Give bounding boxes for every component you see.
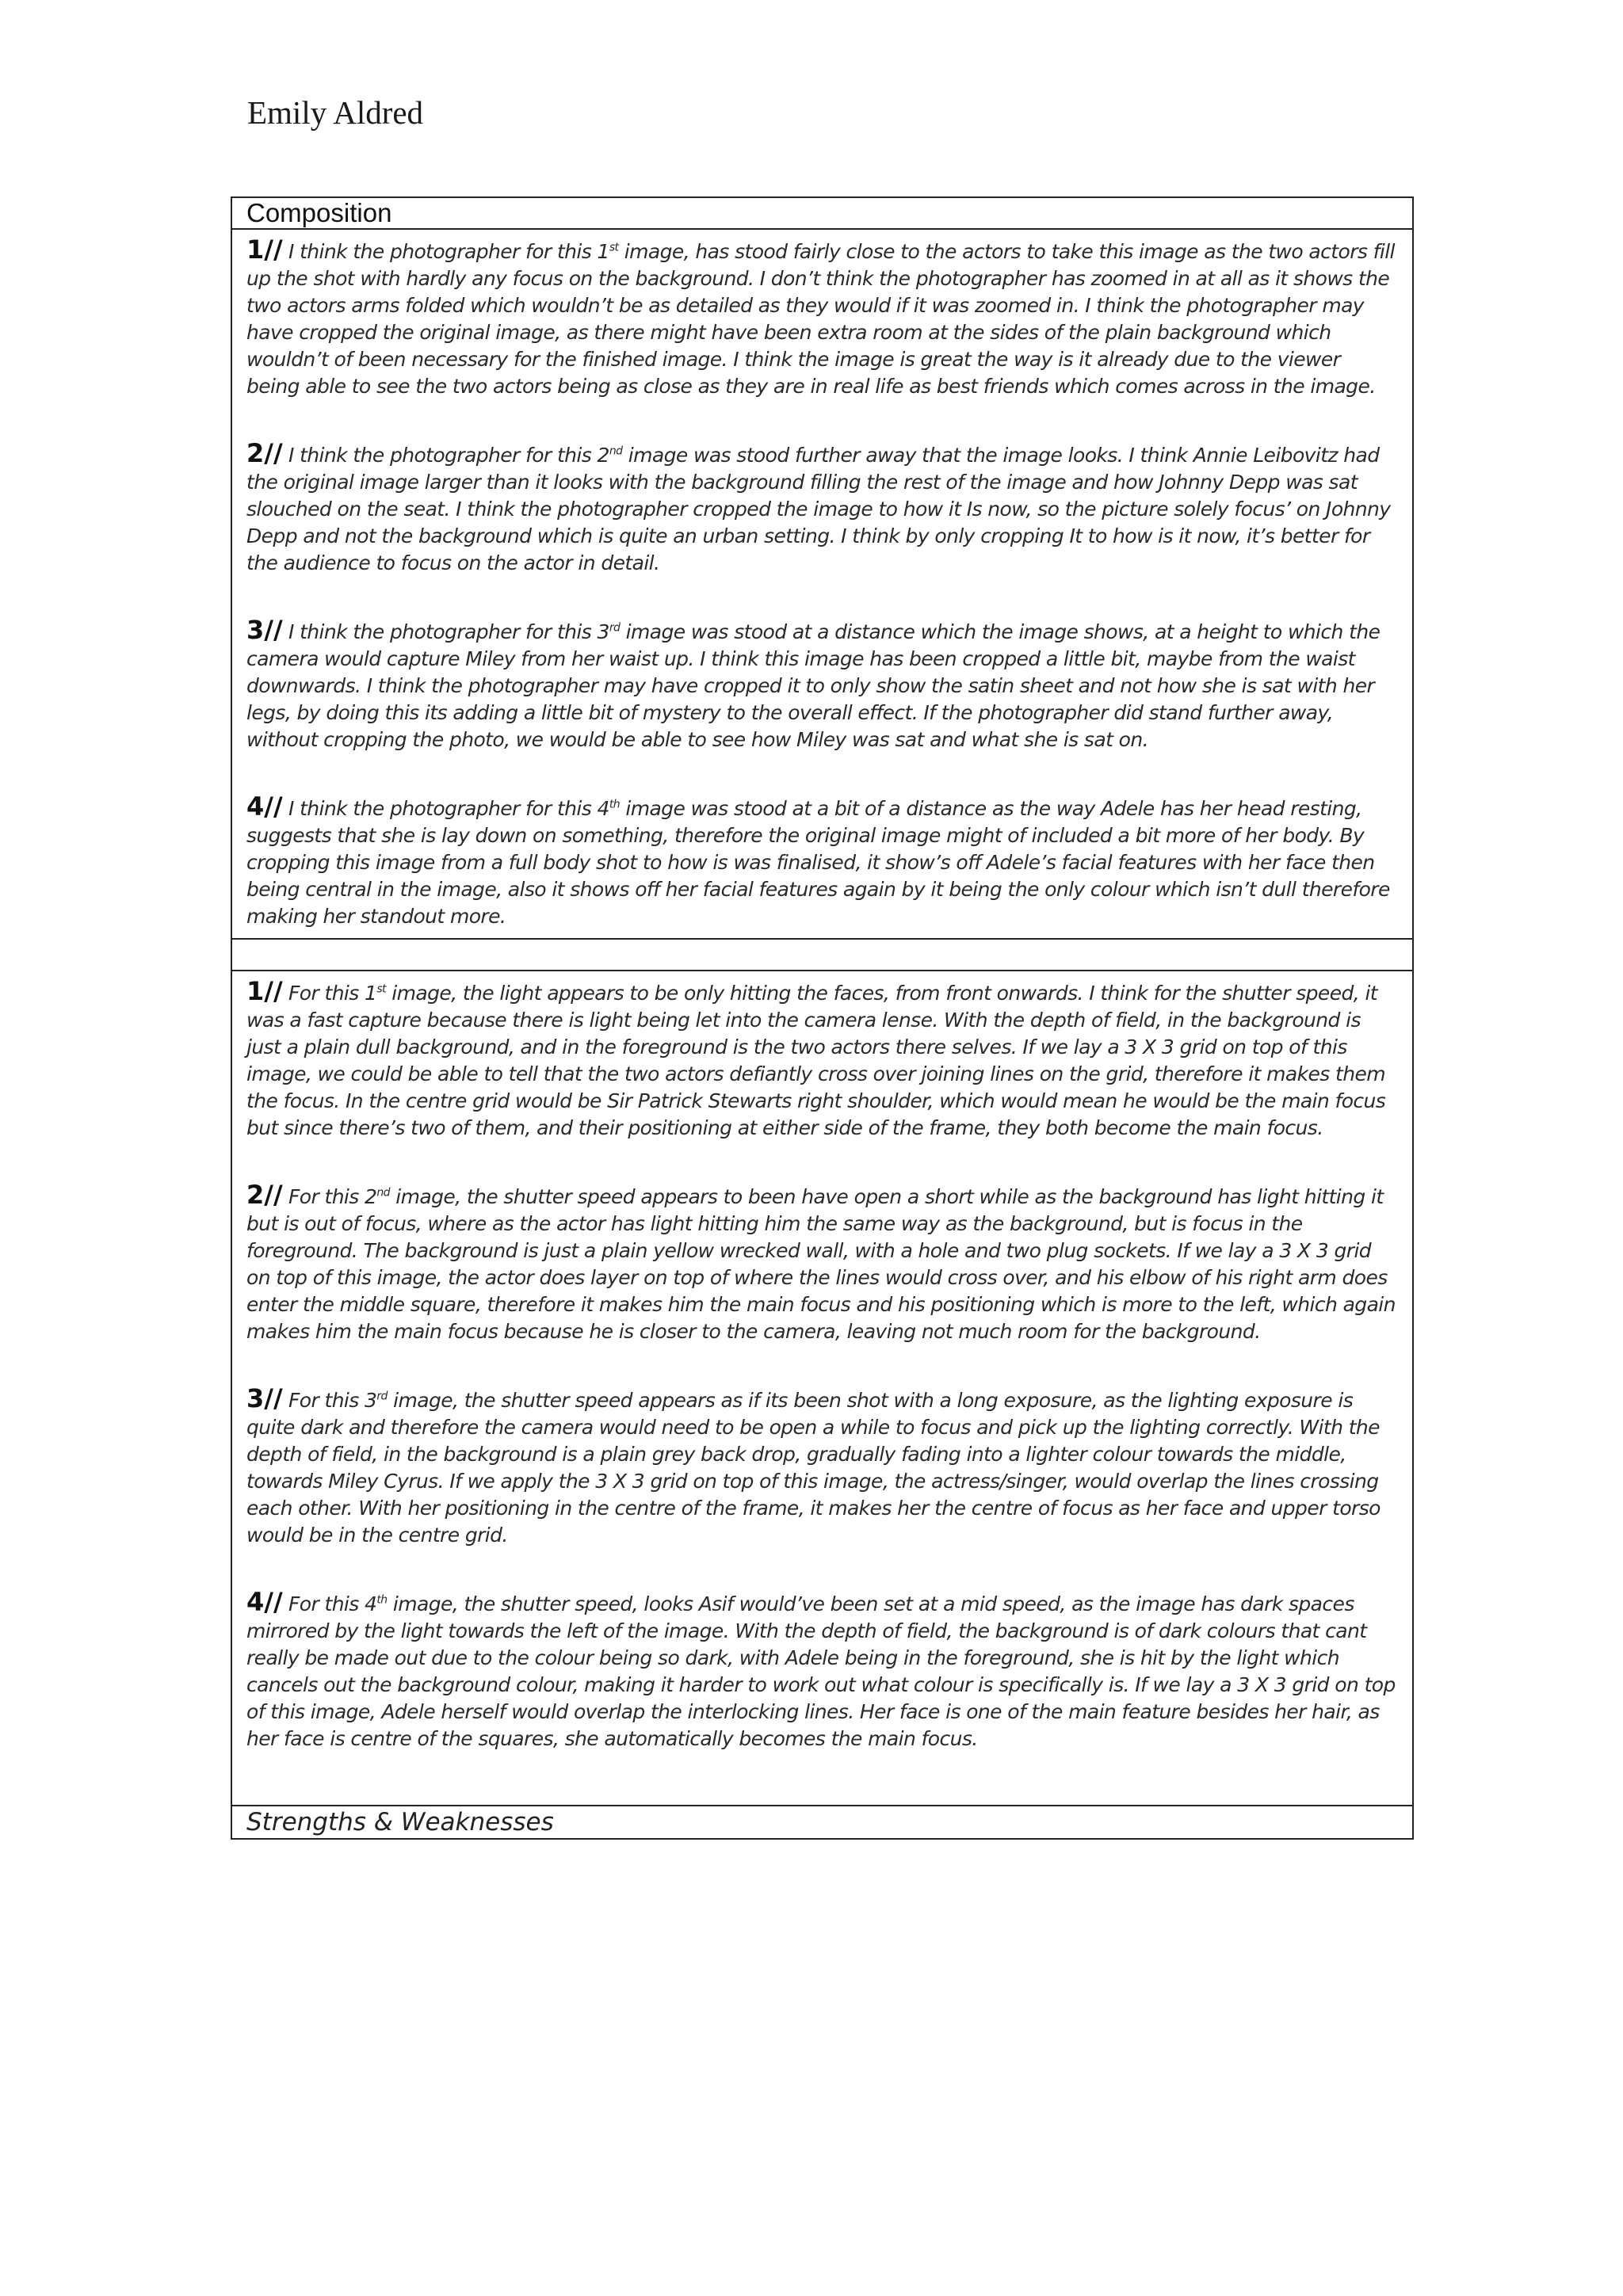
paragraph-number: 4// [246, 791, 283, 822]
essay-table [231, 196, 1414, 1840]
paragraph-number: 4// [246, 1587, 283, 1617]
lighting-body [232, 971, 1412, 1805]
composition-paragraph-4: 4// I think the photographer for this 4th image was stood at a bit of a distance as the way Adele has her head resting, suggests that she is lay down on something, therefore the original image might of included a bit more of her body. By cropping this image from a full body shot to how is was finalised, it show’s off Adele’s facial features with her face then being central in the image, also it shows off her facial features again by it being the only colour which isn’t dull therefore making her standout more. [246, 791, 1390, 928]
strengths-heading: Strengths & Weaknesses [246, 1808, 554, 1836]
paragraph-number: 1// [246, 235, 283, 265]
paragraph-number: 3// [246, 615, 283, 645]
paragraph-number: 2// [246, 438, 283, 468]
composition-paragraph-1: 1// I think the photographer for this 1st image, has stood fairly close to the actors to take this image as the two actors fill up the shot with hardly any focus on the background. I don’t think the photographer has zoomed in at all as it shows the two actors arms folded which wouldn’t be as detailed as they would if it was zoomed in. I think the photographer may have cropped the original image, as there might have been extra room at the sides of the plain background which wouldn’t of been necessary for the finished image. I think the image is great the way is it already due to the viewer being able to see the two actors being as close as they are in real life as best friends which comes across in the image. [246, 235, 1395, 398]
lighting-paragraph-4: 4// For this 4th image, the shutter speed, looks Asif would’ve been set at a mid speed, as the image has dark spaces mirrored by the light towards the left of the image. With the depth of field, the background is of dark colours that cant really be made out due to the colour being so dark, with Adele being in the foreground, she is hit by the light which cancels out the background colour, making it harder to work out what colour is specifically is. If we lay a 3 X 3 grid on top of this image, Adele herself would overlap the interlocking lines. Her face is one of the main feature besides her hair, as her face is centre of the squares, she automatically becomes the main focus. [246, 1587, 1396, 1750]
composition-header-row [232, 198, 1412, 230]
composition-heading: Composition [246, 198, 392, 227]
empty-header-row [232, 940, 1412, 971]
paragraph-number: 3// [246, 1383, 283, 1413]
paragraph-number: 2// [246, 1180, 283, 1210]
composition-body [232, 230, 1412, 938]
paragraph-number: 1// [246, 976, 283, 1006]
lighting-paragraph-1: 1// For this 1st image, the light appears to be only hitting the faces, from front onwards. I think for the shutter speed, it was a fast capture because there is light being let into the camera lense. With the depth of field, in the background is just a plain dull background, and in the foreground is the two actors there selves. If we lay a 3 X 3 grid on top of this image, we could be able to tell that the two actors defiantly cross over joining lines on the grid, therefore it makes them the focus. In the centre grid would be Sir Patrick Stewarts right shoulder, which would mean he would be the main focus but since there’s two of them, and their positioning at either side of the frame, they both become the main focus. [246, 976, 1386, 1139]
author-name: Emily Aldred [247, 94, 424, 131]
cell-trailing-space [246, 1753, 1398, 1797]
composition-paragraph-2: 2// I think the photographer for this 2nd image was stood further away that the image looks. I think Annie Leibovitz had the original image larger than it looks with the background filling the rest of the image and how Johnny Depp was sat slouched on the seat. I think the photographer cropped the image to how it Is now, so the picture solely focus’ on Johnny Depp and not the background which is quite an urban setting. I think by only cropping It to how is it now, it’s better for the audience to focus on the actor in detail. [246, 438, 1391, 574]
lighting-paragraph-3: 3// For this 3rd image, the shutter speed appears as if its been shot with a long exposure, as the lighting exposure is quite dark and therefore the camera would need to be open a while to focus and pick up the lighting correctly. With the depth of field, in the background is a plain grey back drop, gradually fading into a lighter colour towards the middle, towards Miley Cyrus. If we apply the 3 X 3 grid on top of this image, the actress/singer, would overlap the lines crossing each other. With her positioning in the centre of the frame, it makes her the centre of focus as her face and upper torso would be in the centre grid. [246, 1383, 1381, 1547]
composition-paragraph-3: 3// I think the photographer for this 3rd image was stood at a distance which the image shows, at a height to which the camera would capture Miley from her waist up. I think this image has been cropped a little bit, maybe from the waist downwards. I think the photographer may have cropped it to only show the satin sheet and not how she is sat with her legs, by doing this its adding a little bit of mystery to the overall effect. If the photographer did stand further away, without cropping the photo, we would be able to see how Miley was sat and what she is sat on. [246, 615, 1381, 751]
lighting-paragraph-2: 2// For this 2nd image, the shutter speed appears to been have open a short while as the background has light hitting it but is out of focus, where as the actor has light hitting him the same way as the background, but is focus in the foreground. The background is just a plain yellow wrecked wall, with a hole and two plug sockets. If we lay a 3 X 3 grid on top of this image, the actor does layer on top of where the lines would cross over, and his elbow of his right arm does enter the middle square, therefore it makes him the main focus and his positioning which is more to the left, which again makes him the main focus because he is closer to the camera, leaving not much room for the background. [246, 1180, 1396, 1343]
composition-body-row [232, 230, 1412, 940]
strengths-header-row [232, 1806, 1412, 1838]
lighting-body-row [232, 971, 1412, 1806]
